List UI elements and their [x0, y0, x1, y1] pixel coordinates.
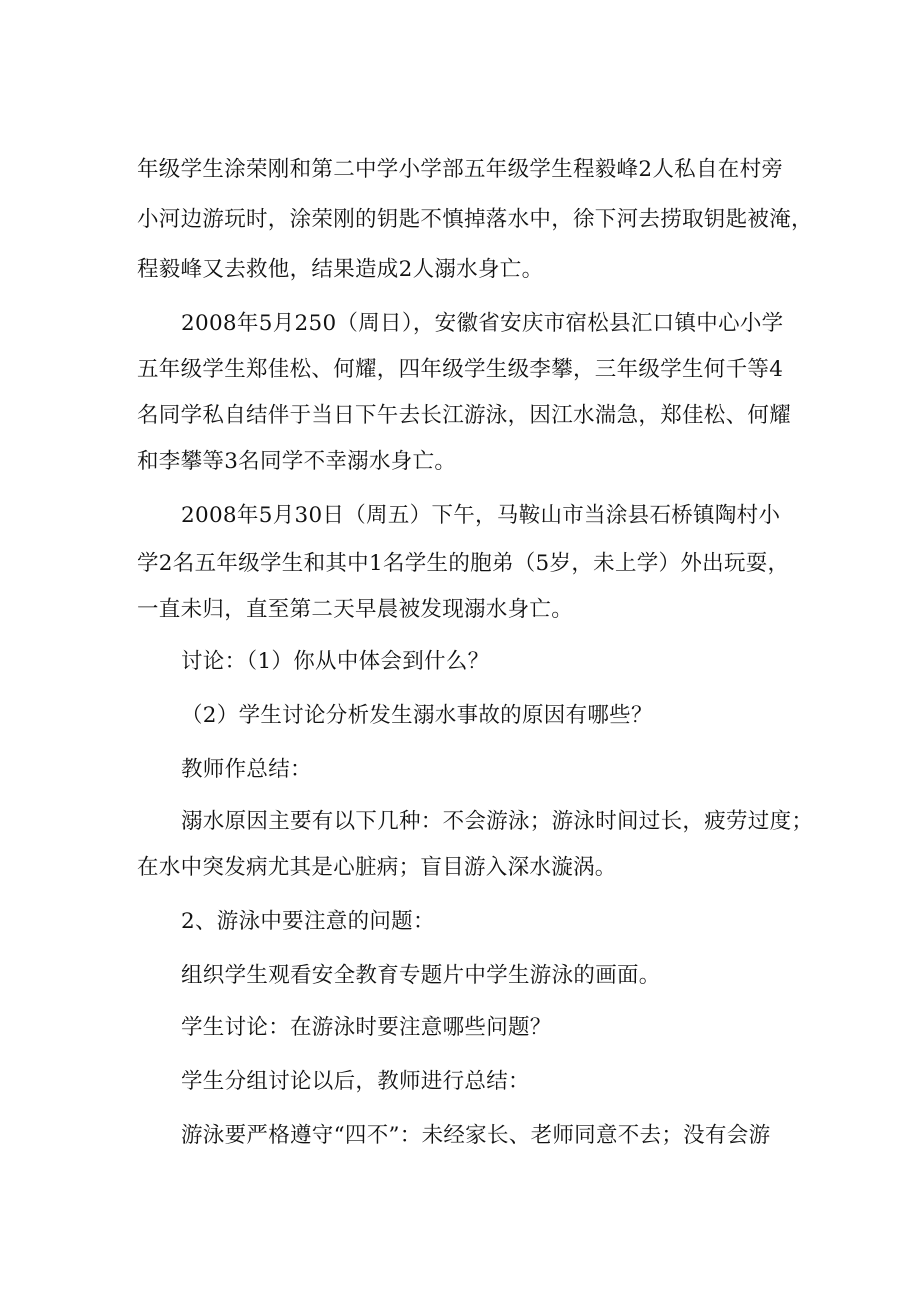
text-line-2: 小河边游玩时，涂荣刚的钥匙不慎掉落水中，徐下河去捞取钥匙被淹， [137, 207, 813, 232]
text-line-3: 程毅峰又去救他，结果造成2人溺水身亡。 [137, 257, 544, 282]
text-line-19: 学生分组讨论以后，教师进行总结： [181, 1069, 530, 1094]
text-line-11: 讨论：（1）你从中体会到什么？ [181, 649, 490, 674]
text-line-5: 五年级学生郑佳松、何耀，四年级学生级李攀，三年级学生何千等4 [137, 357, 784, 382]
text-line-4: 2008年5月250（周日），安徽省安庆市宿松县汇口镇中心小学 [181, 311, 784, 336]
text-line-10: 一直未归，直至第二天早晨被发现溺水身亡。 [137, 597, 574, 622]
text-line-20: 游泳要严格遵守“四不”：未经家长、老师同意不去；没有会游 [181, 1123, 771, 1148]
text-line-6: 名同学私自结伴于当日下午去长江游泳，因江水湍急，郑佳松、何耀 [137, 403, 792, 428]
text-line-8: 2008年5月30日（周五）下午，马鞍山市当涂县石桥镇陶村小 [181, 503, 781, 528]
text-line-13: 教师作总结： [181, 757, 312, 782]
text-line-9: 学2名五年级学生和其中1名学生的胞弟（5岁，未上学）外出玩耍， [137, 551, 790, 576]
text-line-1: 年级学生涂荣刚和第二中学小学部五年级学生程毅峰2人私自在村旁 [137, 157, 784, 182]
text-line-7: 和李攀等3名同学不幸溺水身亡。 [137, 449, 457, 474]
text-line-15: 在水中突发病尤其是心脏病；盲目游入深水漩涡。 [137, 855, 617, 880]
text-line-16: 2、游泳中要注意的问题： [181, 909, 435, 934]
text-line-14: 溺水原因主要有以下几种：不会游泳；游泳时间过长，疲劳过度； [181, 809, 814, 834]
text-line-18: 学生讨论：在游泳时要注意哪些问题？ [181, 1015, 552, 1040]
text-line-12: （2）学生讨论分析发生溺水事故的原因有哪些？ [181, 703, 653, 728]
text-line-17: 组织学生观看安全教育专题片中学生游泳的画面。 [181, 963, 661, 988]
